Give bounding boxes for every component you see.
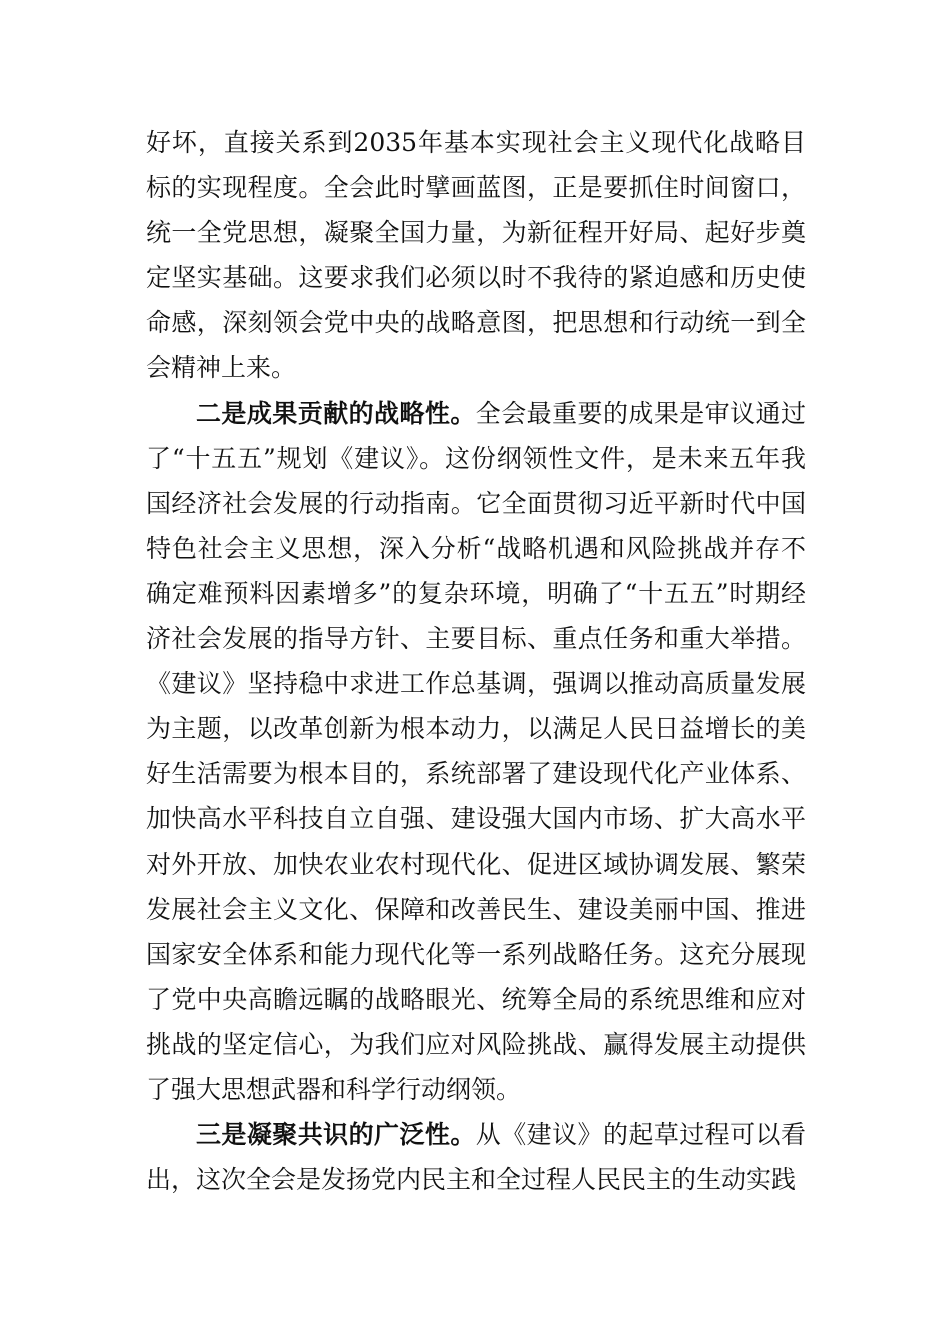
paragraph-strategic-achievements (146, 391, 806, 1113)
paragraph-text: 好坏，直接关系到2035年基本实现社会主义现代化战略目标的实现程度。全会此时擘画蓝图，正是要抓住时间窗口，统一全党思想，凝聚全国力量，为新征程开好局、起好步奠定坚实基础。这要求我们必须以时不我待的紧迫感和历史使命感，深刻领会党中央的战略意图，把思想和行动统一到全会精神上来。 (146, 128, 806, 383)
paragraph-broad-consensus (146, 1112, 806, 1202)
paragraph-text: 全会最重要的成果是审议通过了“十五五”规划《建议》。这份纲领性文件，是未来五年我国经济社会发展的行动指南。它全面贯彻习近平新时代中国特色社会主义思想，深入分析“战略机遇和风险挑战并存不确定难预料因素增多”的复杂环境，明确了“十五五”时期经济社会发展的指导方针、主要目标、重点任务和重大举措。《建议》坚持稳中求进工作总基调，强调以推动高质量发展为主题，以改革创新为根本动力，以满足人民日益增长的美好生活需要为根本目的，系统部署了建设现代化产业体系、加快高水平科技自立自强、建设强大国内市场、扩大高水平对外开放、加快农业农村现代化、促进区域协调发展、繁荣发展社会主义文化、保障和改善民生、建设美丽中国、推进国家安全体系和能力现代化等一系列战略任务。这充分展现了党中央高瞻远瞩的战略眼光、统筹全局的系统思维和应对挑战的坚定信心，为我们应对风险挑战、赢得发展主动提供了强大思想武器和科学行动纲领。 (146, 398, 806, 1104)
document-body (146, 120, 806, 1202)
paragraph-lead-heading: 二是成果贡献的战略性。 (196, 398, 476, 428)
paragraph-continued (146, 120, 806, 391)
paragraph-lead-heading: 三是凝聚共识的广泛性。 (196, 1120, 476, 1150)
paragraph-text: 从《建议》的起草过程可以看出，这次全会是发扬党内民主和全过程人民民主的生动实践 (146, 1120, 806, 1195)
